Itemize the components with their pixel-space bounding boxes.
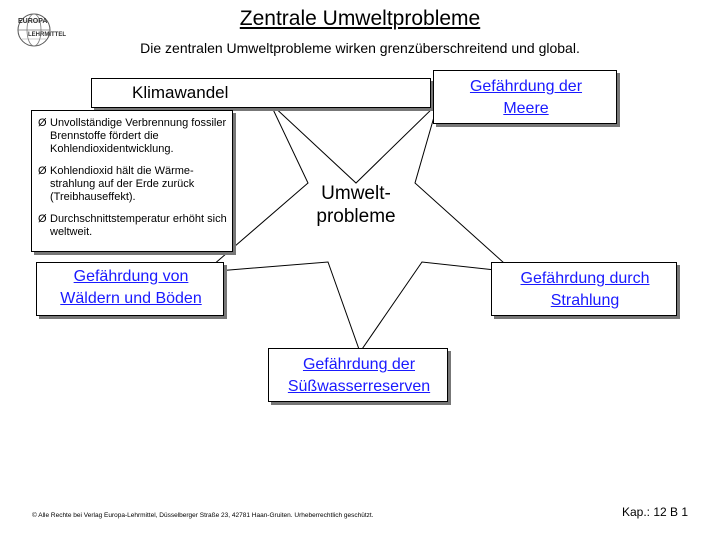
- wasser-box: [268, 348, 448, 402]
- meere-line2: Meere: [503, 100, 549, 117]
- meere-box: [433, 70, 617, 124]
- strahlung-box: [491, 262, 677, 316]
- bullet-arrow-icon: Ø: [38, 165, 47, 177]
- strahlung-line1: Gefährdung durch: [520, 270, 650, 287]
- bullet-text: Durchschnittstemperatur erhöht sich weltweit.: [50, 213, 227, 238]
- center-line1: Umwelt-: [321, 183, 391, 204]
- bullet-item: [38, 165, 228, 204]
- copyright-notice: © Alle Rechte bei Verlag Europa-Lehrmittel, Düsselberger Straße 23, 42781 Haan-Gruiten. Urheberrechtlich geschützt.: [32, 512, 374, 519]
- waelder-line1: Gefährdung von: [73, 268, 189, 285]
- logo-text-top: EUROPA: [18, 18, 48, 25]
- waelder-box: [36, 262, 224, 316]
- klimawandel-details: [31, 110, 233, 252]
- center-line2: probleme: [316, 206, 396, 227]
- bullet-arrow-icon: Ø: [38, 213, 47, 225]
- page-subtitle: Die zentralen Umweltprobleme wirken grenzüberschreitend und global.: [140, 40, 580, 56]
- klimawandel-box: [91, 78, 431, 108]
- waelder-link[interactable]: [37, 266, 225, 310]
- logo-text-bottom: LEHRMITTEL: [28, 32, 66, 38]
- center-label: [296, 182, 416, 228]
- bullet-text: Unvollständige Verbrennung fossiler Brennstoffe fördert die Kohlendioxidentwicklung.: [50, 117, 227, 155]
- bullet-arrow-icon: Ø: [38, 117, 47, 129]
- strahlung-line2: Strahlung: [550, 292, 620, 309]
- meere-link[interactable]: [434, 76, 618, 120]
- meere-line1: Gefährdung der: [469, 78, 583, 95]
- chapter-label: Kap.: 12 B 1: [622, 505, 689, 519]
- page-title: Zentrale Umweltprobleme: [239, 7, 481, 30]
- wasser-line2: Süßwasserreserven: [287, 378, 431, 395]
- bullet-text: Kohlendioxid hält die Wärme-strahlung auf der Erde zurück (Treibhauseffekt).: [50, 165, 195, 203]
- wasser-line1: Gefährdung der: [302, 356, 416, 373]
- klimawandel-label: Klimawandel: [132, 83, 229, 102]
- bullet-item: [38, 213, 228, 239]
- waelder-line2: Wäldern und Böden: [60, 290, 202, 307]
- bullet-item: [38, 117, 228, 156]
- wasser-link[interactable]: [269, 354, 449, 398]
- strahlung-link[interactable]: [492, 268, 678, 312]
